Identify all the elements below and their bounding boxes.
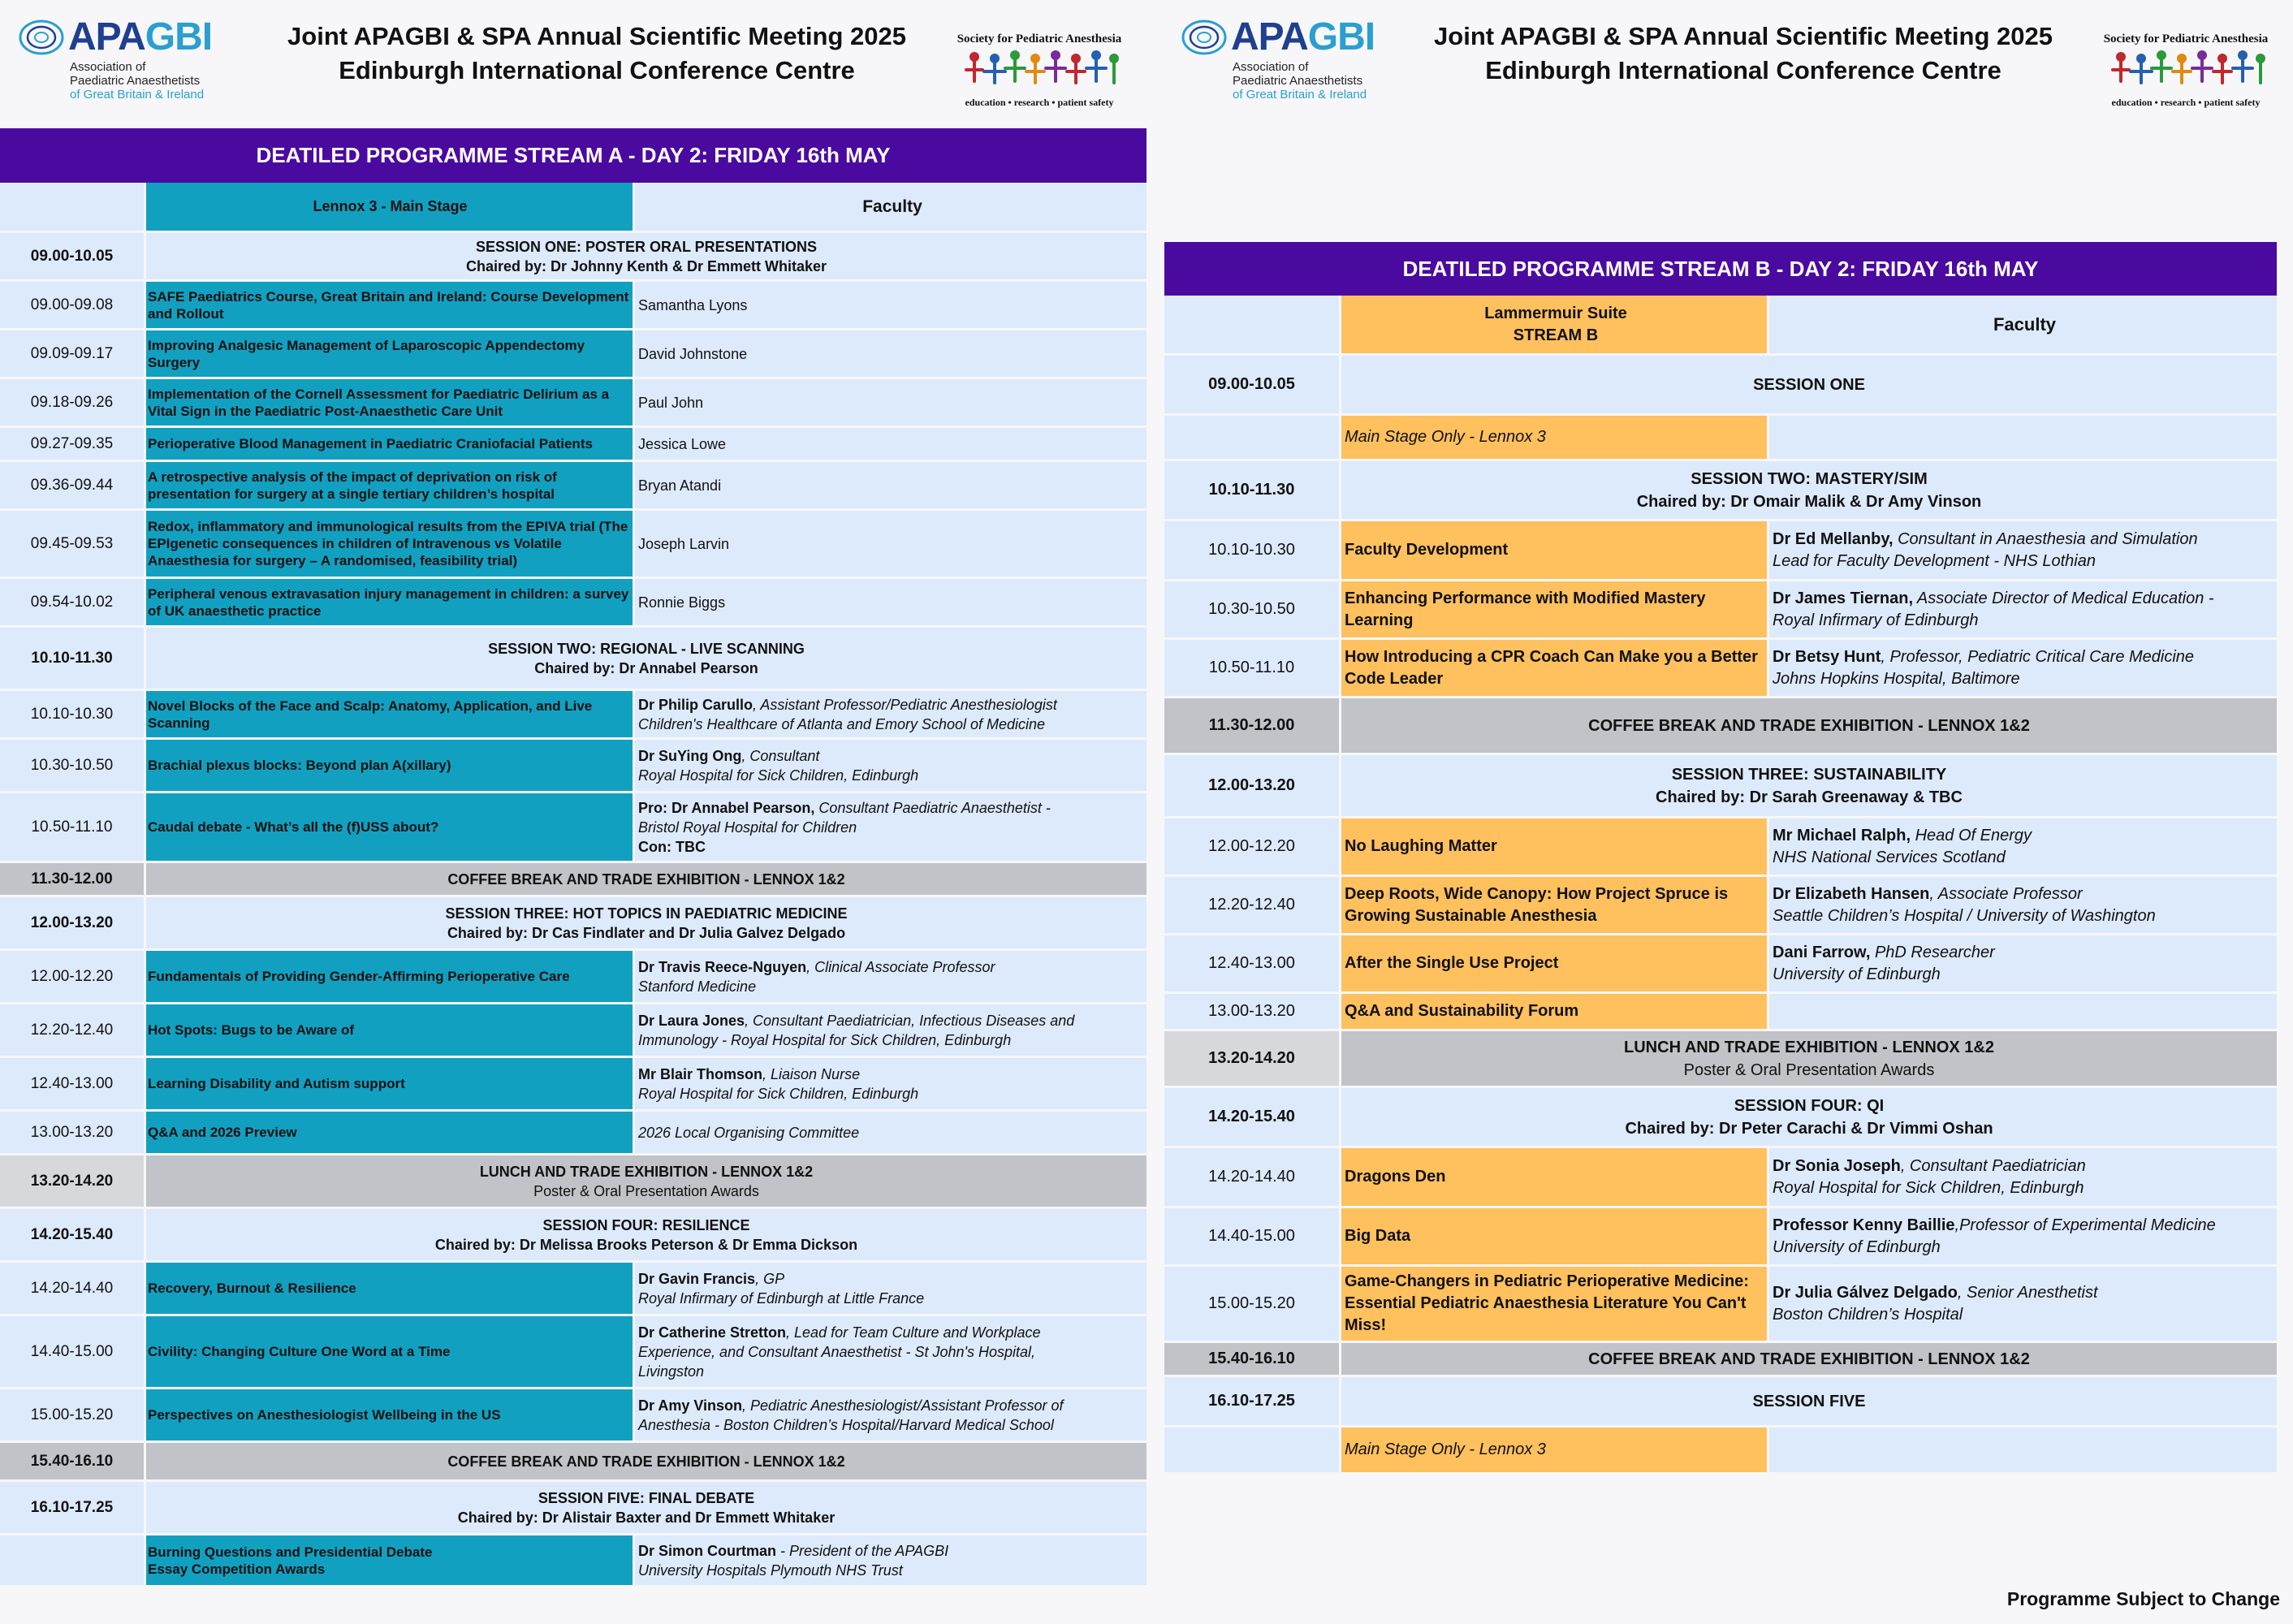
stream-b-banner: DEATILED PROGRAMME STREAM B - DAY 2: FRIDAY 16th MAY <box>1164 242 2277 296</box>
faculty-cell: Bryan Atandi <box>635 462 1146 508</box>
time-cell: 14.20-14.40 <box>1164 1148 1339 1206</box>
faculty-cell: Joseph Larvin <box>635 511 1146 577</box>
children-figures-icon <box>2097 45 2275 94</box>
break-heading: LUNCH AND TRADE EXHIBITION - LENNOX 1&2 Poster & Oral Presentation Awards <box>146 1155 1146 1207</box>
talk-row <box>0 1263 1146 1316</box>
time-cell: 10.10-10.30 <box>0 691 144 737</box>
time-cell: 09.18-09.26 <box>0 379 144 425</box>
time-header <box>0 183 144 231</box>
session-heading: SESSION TWO: MASTERY/SIM Chaired by: Dr Omair Malik & Dr Amy Vinson <box>1341 461 2277 519</box>
session-row <box>1164 356 2277 416</box>
time-cell: 09.09-09.17 <box>0 330 144 377</box>
session-title: Civility: Changing Culture One Word at a Time <box>146 1316 633 1387</box>
faculty-cell: Jessica Lowe <box>635 428 1146 460</box>
time-cell: 10.30-10.50 <box>0 740 144 791</box>
talk-row <box>1164 818 2277 877</box>
apagbi-logo: APAGBI Association of Paediatric Anaesthetists of Great Britain & Ireland <box>18 15 213 104</box>
session-heading: SESSION THREE: SUSTAINABILITY Chaired by: Dr Sarah Greenaway & TBC <box>1341 755 2277 816</box>
time-cell: 13.20-14.20 <box>1164 1031 1339 1086</box>
session-title: Novel Blocks of the Face and Scalp: Anatomy, Application, and Live Scanning <box>146 691 633 737</box>
break-heading: COFFEE BREAK AND TRADE EXHIBITION - LENNOX 1&2 <box>146 1443 1146 1479</box>
talk-row <box>1164 1208 2277 1267</box>
faculty-header: Faculty <box>1769 296 2277 353</box>
faculty-cell: Dr Travis Reece-Nguyen, Clinical Associate Professor Stanford Medicine <box>635 951 1146 1002</box>
faculty-cell: Ronnie Biggs <box>635 579 1146 625</box>
talk-row <box>1164 640 2277 698</box>
stream-a-banner: DEATILED PROGRAMME STREAM A - DAY 2: FRIDAY 16th MAY <box>0 128 1146 183</box>
faculty-header: Faculty <box>635 183 1146 231</box>
time-cell: 13.20-14.20 <box>0 1155 144 1207</box>
talk-row <box>1164 416 2277 461</box>
time-cell: 09.00-10.05 <box>0 233 144 279</box>
time-cell: 14.40-15.00 <box>1164 1208 1339 1264</box>
time-cell: 13.00-13.20 <box>1164 994 1339 1029</box>
time-cell: 13.00-13.20 <box>0 1112 144 1153</box>
venue-header: Lennox 3 - Main Stage <box>146 183 633 231</box>
talk-row <box>0 1316 1146 1389</box>
faculty-cell: Dr Simon Courtman - President of the APAGBI University Hospitals Plymouth NHS Trust <box>635 1535 1146 1585</box>
session-title: Implementation of the Cornell Assessment for Paediatric Delirium as a Vital Sign in the Paediatric Post-Anaesthetic Care Unit <box>146 379 633 425</box>
session-title: Burning Questions and Presidential Debate Essay Competition Awards <box>146 1535 633 1585</box>
break-heading: COFFEE BREAK AND TRADE EXHIBITION - LENNOX 1&2 <box>146 863 1146 895</box>
break-row <box>1164 698 2277 755</box>
talk-row <box>1164 1427 2277 1475</box>
faculty-cell <box>1769 416 2277 459</box>
faculty-cell: Dr Julia Gálvez Delgado, Senior Anesthetist Boston Children’s Hospital <box>1769 1267 2277 1341</box>
session-heading: SESSION THREE: HOT TOPICS IN PAEDIATRIC MEDICINE Chaired by: Dr Cas Findlater and Dr Julia Galvez Delgado <box>146 897 1146 948</box>
stream-b-panel <box>1163 0 2293 1624</box>
time-cell: 15.40-16.10 <box>1164 1343 1339 1375</box>
session-title: Game-Changers in Pediatric Perioperative Medicine: Essential Pediatric Anaesthesia Literature You Can't Miss! <box>1341 1267 1767 1341</box>
faculty-cell: Dr Betsy Hunt, Professor, Pediatric Critical Care Medicine Johns Hopkins Hospital, Baltimore <box>1769 640 2277 696</box>
time-cell: 09.00-09.08 <box>0 282 144 328</box>
session-row <box>1164 1377 2277 1427</box>
talk-row <box>0 951 1146 1004</box>
faculty-cell <box>1769 994 2277 1029</box>
table-header-row <box>1164 296 2277 356</box>
spa-logo: Society for Pediatric Anesthesia education • research • patient safety <box>942 19 1137 109</box>
faculty-cell: David Johnstone <box>635 330 1146 377</box>
session-title: A retrospective analysis of the impact of deprivation on risk of presentation for surgery at a single tertiary children’s hospital <box>146 462 633 508</box>
break-heading: COFFEE BREAK AND TRADE EXHIBITION - LENNOX 1&2 <box>1341 698 2277 753</box>
talk-row <box>1164 935 2277 994</box>
talk-row <box>0 282 1146 330</box>
time-cell: 14.20-15.40 <box>1164 1088 1339 1146</box>
session-title: Main Stage Only - Lennox 3 <box>1341 1427 1767 1472</box>
talk-row <box>0 1112 1146 1155</box>
talk-row <box>0 1389 1146 1443</box>
time-cell <box>1164 1427 1339 1472</box>
time-cell: 16.10-17.25 <box>1164 1377 1339 1425</box>
session-title: Hot Spots: Bugs to be Aware of <box>146 1004 633 1056</box>
time-cell <box>0 1535 144 1585</box>
talk-row <box>0 740 1146 793</box>
session-row <box>1164 1088 2277 1148</box>
faculty-cell: Paul John <box>635 379 1146 425</box>
time-cell: 10.30-10.50 <box>1164 581 1339 637</box>
session-heading: SESSION TWO: REGIONAL - LIVE SCANNING Chaired by: Dr Annabel Pearson <box>146 628 1146 689</box>
break-row <box>0 1443 1146 1482</box>
time-cell: 14.20-15.40 <box>0 1209 144 1260</box>
page-header-b <box>1163 0 2293 126</box>
faculty-cell: Pro: Dr Annabel Pearson, Consultant Paediatric Anaesthetist - Bristol Royal Hospital for Children Con: TBC <box>635 793 1146 861</box>
session-title: SAFE Paediatrics Course, Great Britain and Ireland: Course Development and Rollout <box>146 282 633 328</box>
talk-row <box>1164 994 2277 1031</box>
page-header <box>0 0 1146 126</box>
talk-row <box>0 379 1146 428</box>
break-row <box>0 863 1146 897</box>
session-heading: SESSION FOUR: RESILIENCE Chaired by: Dr Melissa Brooks Peterson & Dr Emma Dickson <box>146 1209 1146 1260</box>
faculty-cell: Dr Elizabeth Hansen, Associate Professor Seattle Children’s Hospital / University of Washington <box>1769 877 2277 933</box>
session-title: Redox, inflammatory and immunological results from the EPIVA trial (The EPIgenetic consequences in children of Intravenous vs Volatile Anaesthesia for surgery – A randomised, feasibility trial) <box>146 511 633 577</box>
faculty-cell <box>1769 1427 2277 1472</box>
time-cell: 11.30-12.00 <box>0 863 144 895</box>
faculty-cell: Dr Sonia Joseph, Consultant Paediatrician Royal Hospital for Sick Children, Edinburgh <box>1769 1148 2277 1206</box>
time-cell: 10.10-11.30 <box>1164 461 1339 519</box>
time-cell: 15.00-15.20 <box>0 1389 144 1440</box>
faculty-cell: Dr Catherine Stretton, Lead for Team Culture and Workplace Experience, and Consultant Anaesthetist - St John's Hospital, Livingston <box>635 1316 1146 1387</box>
venue-header: Lammermuir Suite STREAM B <box>1341 296 1767 353</box>
faculty-cell: Dr Amy Vinson, Pediatric Anesthesiologist/Assistant Professor of Anesthesia - Boston Children’s Hospital/Harvard Medical School <box>635 1389 1146 1440</box>
faculty-cell: Professor Kenny Baillie,Professor of Experimental Medicine University of Edinburgh <box>1769 1208 2277 1264</box>
session-row <box>0 897 1146 951</box>
time-cell: 12.20-12.40 <box>0 1004 144 1056</box>
break-row <box>1164 1343 2277 1377</box>
meeting-title: Joint APAGBI & SPA Annual Scientific Meeting 2025 Edinburgh International Conference Centre <box>287 22 906 84</box>
time-cell <box>1164 416 1339 459</box>
session-row <box>1164 461 2277 521</box>
time-cell: 10.50-11.10 <box>0 793 144 861</box>
table-header-row <box>0 183 1146 233</box>
session-title: Faculty Development <box>1341 521 1767 579</box>
talk-row <box>0 462 1146 511</box>
session-heading: SESSION FIVE <box>1341 1377 2277 1425</box>
stream-a-panel <box>0 0 1146 1624</box>
session-title: Brachial plexus blocks: Beyond plan A(xillary) <box>146 740 633 791</box>
time-cell: 15.00-15.20 <box>1164 1267 1339 1341</box>
session-title: After the Single Use Project <box>1341 935 1767 991</box>
talk-row <box>1164 1148 2277 1208</box>
break-heading: LUNCH AND TRADE EXHIBITION - LENNOX 1&2 Poster & Oral Presentation Awards <box>1341 1031 2277 1086</box>
session-title: Perspectives on Anesthesiologist Wellbeing in the US <box>146 1389 633 1440</box>
faculty-cell: Dr SuYing Ong, Consultant Royal Hospital for Sick Children, Edinburgh <box>635 740 1146 791</box>
faculty-cell: Samantha Lyons <box>635 282 1146 328</box>
session-title: Deep Roots, Wide Canopy: How Project Spruce is Growing Sustainable Anesthesia <box>1341 877 1767 933</box>
time-cell: 09.45-09.53 <box>0 511 144 577</box>
session-title: Fundamentals of Providing Gender-Affirming Perioperative Care <box>146 951 633 1002</box>
talk-row <box>0 330 1146 379</box>
time-cell: 15.40-16.10 <box>0 1443 144 1479</box>
session-heading: SESSION FIVE: FINAL DEBATE Chaired by: Dr Alistair Baxter and Dr Emmett Whitaker <box>146 1482 1146 1533</box>
session-title: Improving Analgesic Management of Laparoscopic Appendectomy Surgery <box>146 330 633 377</box>
session-title: Main Stage Only - Lennox 3 <box>1341 416 1767 459</box>
session-title: Learning Disability and Autism support <box>146 1058 633 1109</box>
time-cell: 10.10-10.30 <box>1164 521 1339 579</box>
session-title: Peripheral venous extravasation injury management in children: a survey of UK anaesthetic practice <box>146 579 633 625</box>
time-cell: 14.40-15.00 <box>0 1316 144 1387</box>
talk-row <box>1164 877 2277 935</box>
talk-row <box>1164 1267 2277 1343</box>
apagbi-logo-b: APAGBI Association of Paediatric Anaesthetists of Great Britain & Ireland <box>1181 15 1375 104</box>
talk-row <box>1164 521 2277 581</box>
time-cell: 10.50-11.10 <box>1164 640 1339 696</box>
talk-row <box>0 1058 1146 1112</box>
faculty-cell: Dr James Tiernan, Associate Director of Medical Education - Royal Infirmary of Edinburgh <box>1769 581 2277 637</box>
talk-row <box>0 1535 1146 1587</box>
time-cell: 09.27-09.35 <box>0 428 144 460</box>
session-title: Q&A and 2026 Preview <box>146 1112 633 1153</box>
time-cell: 14.20-14.40 <box>0 1263 144 1314</box>
session-heading: SESSION ONE: POSTER ORAL PRESENTATIONS Chaired by: Dr Johnny Kenth & Dr Emmett Whitaker <box>146 233 1146 279</box>
lunch-row <box>1164 1031 2277 1088</box>
talk-row <box>0 793 1146 863</box>
session-heading: SESSION ONE <box>1341 356 2277 413</box>
time-cell: 09.36-09.44 <box>0 462 144 508</box>
time-cell: 16.10-17.25 <box>0 1482 144 1533</box>
session-row <box>0 628 1146 691</box>
talk-row <box>0 579 1146 628</box>
faculty-cell: 2026 Local Organising Committee <box>635 1112 1146 1153</box>
faculty-cell: Dr Gavin Francis, GP Royal Infirmary of Edinburgh at Little France <box>635 1263 1146 1314</box>
faculty-cell: Dr Ed Mellanby, Consultant in Anaesthesia and Simulation Lead for Faculty Development - NHS Lothian <box>1769 521 2277 579</box>
time-cell: 09.00-10.05 <box>1164 356 1339 413</box>
faculty-cell: Dr Laura Jones, Consultant Paediatrician, Infectious Diseases and Immunology - Royal Hospital for Sick Children, Edinburgh <box>635 1004 1146 1056</box>
time-cell: 10.10-11.30 <box>0 628 144 689</box>
children-figures-icon <box>950 45 1129 94</box>
spa-logo-b: Society for Pediatric Anesthesia education • research • patient safety <box>2088 19 2283 109</box>
meeting-title-b: Joint APAGBI & SPA Annual Scientific Meeting 2025 Edinburgh International Conference Centre <box>1434 22 2053 84</box>
session-heading: SESSION FOUR: QI Chaired by: Dr Peter Carachi & Dr Vimmi Oshan <box>1341 1088 2277 1146</box>
footer-note: Programme Subject to Change <box>2006 1588 2280 1609</box>
session-row <box>0 1209 1146 1263</box>
session-title: Caudal debate - What’s all the (f)USS about? <box>146 793 633 861</box>
talk-row <box>0 428 1146 462</box>
time-cell: 12.40-13.00 <box>0 1058 144 1109</box>
talk-row <box>0 691 1146 740</box>
time-cell: 09.54-10.02 <box>0 579 144 625</box>
talk-row <box>0 511 1146 579</box>
session-title: Q&A and Sustainability Forum <box>1341 994 1767 1029</box>
session-title: Big Data <box>1341 1208 1767 1264</box>
time-cell: 12.00-13.20 <box>1164 755 1339 816</box>
session-row <box>0 233 1146 282</box>
session-title: No Laughing Matter <box>1341 818 1767 875</box>
time-cell: 12.00-13.20 <box>0 897 144 948</box>
faculty-cell: Mr Blair Thomson, Liaison Nurse Royal Hospital for Sick Children, Edinburgh <box>635 1058 1146 1109</box>
talk-row <box>0 1004 1146 1058</box>
talk-row <box>1164 581 2277 640</box>
time-cell: 11.30-12.00 <box>1164 698 1339 753</box>
break-heading: COFFEE BREAK AND TRADE EXHIBITION - LENNOX 1&2 <box>1341 1343 2277 1375</box>
time-cell: 12.40-13.00 <box>1164 935 1339 991</box>
session-title: Recovery, Burnout & Resilience <box>146 1263 633 1314</box>
lunch-row <box>0 1155 1146 1209</box>
session-row <box>1164 755 2277 818</box>
session-title: Enhancing Performance with Modified Mastery Learning <box>1341 581 1767 637</box>
session-row <box>0 1482 1146 1535</box>
faculty-cell: Dr Philip Carullo, Assistant Professor/Pediatric Anesthesiologist Children's Healthcare of Atlanta and Emory School of Medicine <box>635 691 1146 737</box>
session-title: How Introducing a CPR Coach Can Make you a Better Code Leader <box>1341 640 1767 696</box>
session-title: Perioperative Blood Management in Paediatric Craniofacial Patients <box>146 428 633 460</box>
session-title: Dragons Den <box>1341 1148 1767 1206</box>
time-cell: 12.00-12.20 <box>1164 818 1339 875</box>
time-header <box>1164 296 1339 353</box>
faculty-cell: Dani Farrow, PhD Researcher University of Edinburgh <box>1769 935 2277 991</box>
time-cell: 12.20-12.40 <box>1164 877 1339 933</box>
time-cell: 12.00-12.20 <box>0 951 144 1002</box>
faculty-cell: Mr Michael Ralph, Head Of Energy NHS National Services Scotland <box>1769 818 2277 875</box>
